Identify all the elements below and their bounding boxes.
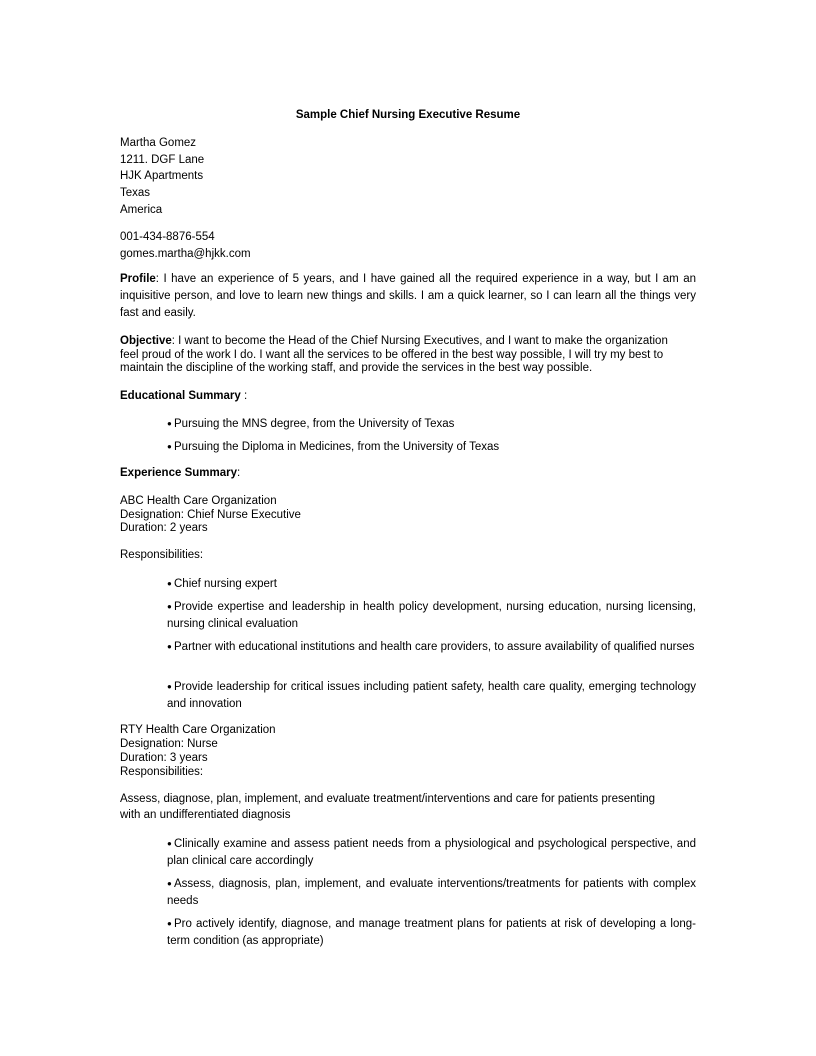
contact-email: gomes.martha@hjkk.com bbox=[120, 248, 251, 260]
education-heading-text: Educational Summary bbox=[120, 390, 241, 402]
job1-responsibility-item bbox=[167, 598, 696, 633]
bullet-icon: ● bbox=[167, 919, 172, 928]
objective-section bbox=[120, 335, 696, 376]
contact-address-line1: 1211. DGF Lane bbox=[120, 154, 205, 166]
objective-line2: feel proud of the work I do. I want all the services to be offered in the best way possible, I will try my best to bbox=[120, 348, 664, 361]
experience-heading bbox=[120, 466, 240, 480]
job1-responsibility-text: Chief nursing expert bbox=[174, 578, 277, 590]
experience-heading-suffix: : bbox=[236, 467, 241, 479]
job1-designation: Designation: Chief Nurse Executive bbox=[120, 509, 301, 521]
contact-country: America bbox=[120, 204, 163, 216]
bullet-icon: ● bbox=[167, 879, 172, 888]
job1-duration: Duration: 2 years bbox=[120, 522, 208, 534]
bullet-icon: ● bbox=[167, 682, 172, 691]
document-title: Sample Chief Nursing Executive Resume bbox=[295, 109, 521, 121]
job2-intro-line1: Assess, diagnose, plan, implement, and evaluate treatment/interventions and care for patients presenting bbox=[120, 793, 656, 805]
education-item-text: Pursuing the MNS degree, from the University of Texas bbox=[174, 418, 455, 430]
education-item bbox=[167, 438, 696, 456]
bullet-icon: ● bbox=[167, 579, 172, 588]
education-item bbox=[167, 415, 696, 433]
job2-responsibility-text: Clinically examine and assess patient needs from a physiological and psychological perspective, and plan clinical care accordingly bbox=[167, 838, 696, 867]
job2-responsibilities-label: Responsibilities: bbox=[120, 766, 204, 778]
job2-responsibility-item bbox=[167, 875, 696, 910]
objective-line3: maintain the discipline of the working staff, and provide the services in the best way possible. bbox=[120, 362, 593, 374]
job2-organization: RTY Health Care Organization bbox=[120, 724, 276, 736]
experience-heading-text: Experience Summary bbox=[120, 467, 237, 479]
profile-label: Profile bbox=[120, 273, 156, 285]
job1-responsibility-text: Partner with educational institutions and health care providers, to assure availability of qualified nurses bbox=[174, 641, 695, 653]
job1-responsibility-text: Provide expertise and leadership in health policy development, nursing education, nursing licensing, nursing clinical evaluation bbox=[167, 601, 696, 630]
job1-responsibility-item bbox=[167, 638, 696, 656]
job1-responsibility-item bbox=[167, 678, 696, 713]
job2-responsibility-item bbox=[167, 835, 696, 870]
job2-intro-line2: with an undifferentiated diagnosis bbox=[120, 809, 291, 821]
bullet-icon: ● bbox=[167, 419, 172, 428]
objective-line1: : I want to become the Head of the Chief Nursing Executives, and I want to make the organization bbox=[171, 335, 668, 347]
job2-designation: Designation: Nurse bbox=[120, 738, 218, 750]
contact-name: Martha Gomez bbox=[120, 137, 197, 149]
job2-responsibility-item bbox=[167, 915, 696, 950]
job1-organization: ABC Health Care Organization bbox=[120, 495, 277, 507]
job2-duration: Duration: 3 years bbox=[120, 752, 208, 764]
objective-label: Objective bbox=[120, 335, 172, 347]
job2-responsibility-text: Assess, diagnosis, plan, implement, and evaluate interventions/treatments for patients with complex needs bbox=[167, 878, 696, 907]
job1-responsibility-text: Provide leadership for critical issues including patient safety, health care quality, emerging technology and innovation bbox=[167, 681, 696, 710]
bullet-icon: ● bbox=[167, 642, 172, 651]
contact-address-line2: HJK Apartments bbox=[120, 170, 204, 182]
bullet-icon: ● bbox=[167, 442, 172, 451]
contact-state: Texas bbox=[120, 187, 151, 199]
education-heading-suffix: : bbox=[240, 390, 248, 402]
bullet-icon: ● bbox=[167, 602, 172, 611]
bullet-icon: ● bbox=[167, 839, 172, 848]
job2-responsibility-text: Pro actively identify, diagnose, and manage treatment plans for patients at risk of developing a long-term condition (as appropriate) bbox=[167, 918, 696, 947]
contact-phone: 001-434-8876-554 bbox=[120, 231, 215, 243]
profile-text: : I have an experience of 5 years, and I have gained all the required experience in a way, but I am an inquisitive person, and love to learn new things and skills. I am a quick learner, so I can learn all the things very fast and easily. bbox=[120, 273, 696, 319]
job1-responsibility-item bbox=[167, 575, 696, 593]
job1-responsibilities-label: Responsibilities: bbox=[120, 549, 204, 561]
education-item-text: Pursuing the Diploma in Medicines, from the University of Texas bbox=[174, 441, 500, 453]
profile-section bbox=[120, 271, 696, 322]
education-heading bbox=[120, 389, 247, 403]
